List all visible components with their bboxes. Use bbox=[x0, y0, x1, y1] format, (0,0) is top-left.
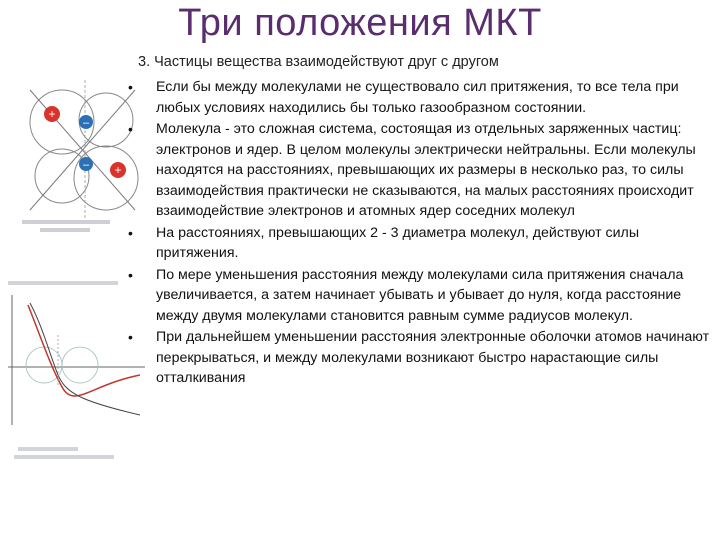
bullet-mark: • bbox=[128, 79, 133, 95]
graph-caption-blur-2 bbox=[14, 455, 114, 459]
plus-sign-1: + bbox=[48, 107, 56, 121]
bullet-text: Если бы между молекулами не существовало сил притяжения, то все тела при любых условиях находились бы только газообразном состоянии. bbox=[156, 79, 679, 116]
bullet-mark: • bbox=[128, 329, 133, 345]
bullet-item bbox=[124, 223, 710, 264]
plus-sign-2: + bbox=[114, 163, 122, 177]
minus-sign-2: – bbox=[82, 159, 90, 171]
graph-caption-blur-1 bbox=[18, 447, 78, 451]
page-title: Три положения МКТ bbox=[178, 2, 542, 44]
graph-circle-2 bbox=[62, 347, 98, 383]
bullet-mark: • bbox=[128, 121, 133, 137]
bullet-text: По мере уменьшения расстояния между молекулами сила притяжения сначала увеличивается, а затем начинает убывать и убывает до нуля, когда расстояние между двумя молекулами становится равным сумме радиусов молекул. bbox=[156, 266, 684, 324]
bullet-text: На расстояниях, превышающих 2 - 3 диаметра молекул, действуют силы притяжения. bbox=[156, 224, 640, 261]
bullet-item bbox=[124, 327, 710, 389]
graph-caption-blur-top bbox=[8, 281, 118, 285]
bullet-mark: • bbox=[128, 266, 133, 283]
bullet-text: Молекула - это сложная система, состоящая из отдельных заряженных частиц: электронов и ядер. В целом молекулы электрически нейтральны. Если молекулы находятся на расстояниях, превышающих их размеры в несколько раз, то силы взаимодействия практически не сказываются, на малых расстояниях происходит взаимодействие электронов и атомных ядер соседних молекул bbox=[156, 121, 696, 219]
bullet-text: При дальнейшем уменьшении расстояния электронные оболочки атомов начинают перекрываться, и между молекулами возникают быстро нарастающие силы отталкивания bbox=[156, 329, 710, 386]
page-subtitle: 3. Частицы вещества взаимодействуют друг с другом bbox=[138, 54, 499, 70]
bullet-item bbox=[124, 119, 710, 222]
figure-caption-blur-1 bbox=[22, 220, 110, 224]
bullet-mark: • bbox=[128, 224, 133, 241]
figure-caption-blur-2 bbox=[40, 228, 90, 232]
bullet-item bbox=[124, 77, 710, 118]
bullet-item bbox=[124, 265, 710, 327]
bullet-list bbox=[124, 77, 710, 390]
molecule-interaction-figure bbox=[0, 60, 140, 250]
minus-sign-1: – bbox=[82, 117, 90, 129]
